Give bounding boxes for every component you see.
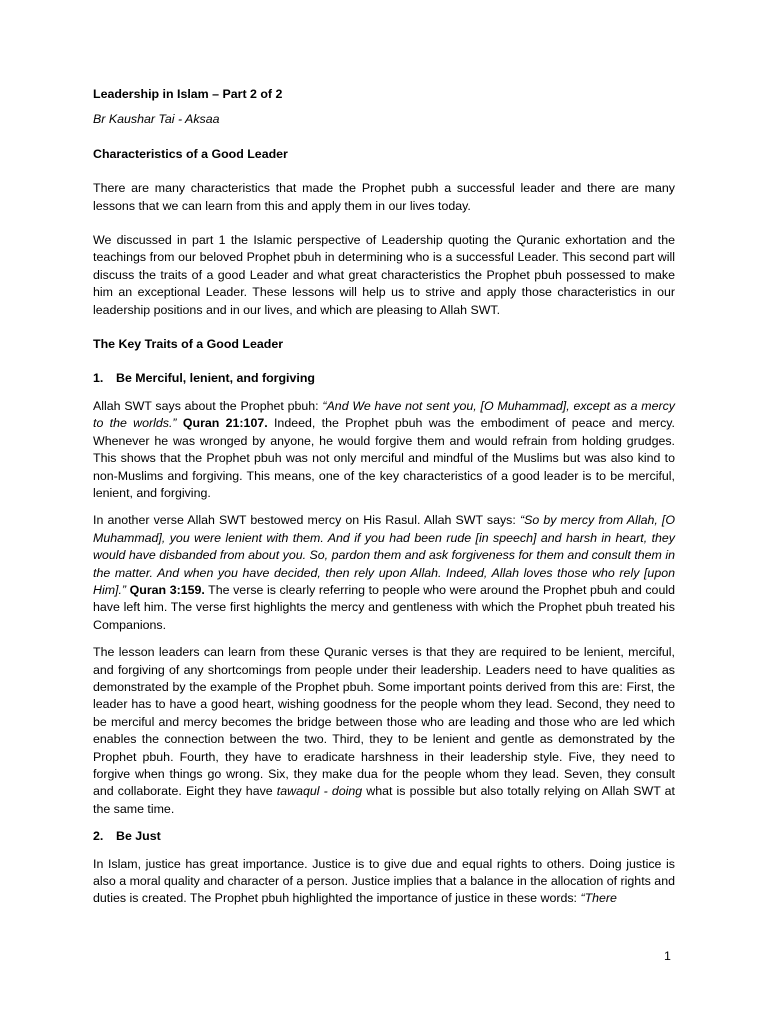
trait-1-p2-lead: In another verse Allah SWT bestowed mercy on His Rasul. Allah SWT says: bbox=[93, 513, 520, 528]
trait-2-title: Be Just bbox=[116, 829, 161, 844]
trait-1-p2-reference: Quran 3:159. bbox=[129, 582, 205, 597]
trait-1-heading bbox=[93, 370, 675, 387]
paragraph-intro: There are many characteristics that made the Prophet pubh a successful leader and there are many lessons that we can learn from this and apply them in our lives today. bbox=[93, 181, 675, 213]
trait-1-title: Be Merciful, lenient, and forgiving bbox=[116, 371, 315, 386]
trait-1-p2-rest: The verse is clearly referring to people who were around the Prophet pbuh and could have left him. The verse first highlights the mercy and gentleness with which the Prophet pbuh treated his Companions. bbox=[93, 582, 675, 632]
heading-characteristics: Characteristics of a Good Leader bbox=[93, 146, 288, 161]
trait-2-number: 2. bbox=[93, 829, 104, 844]
trait-1-p2-quote: “So by mercy from Allah, [O Muhammad], you were lenient with them. And if you had been rude [in speech] and harsh in heart, they would have disbanded from about you. So, pardon them and ask forgiveness for them and consult them in the matter. And when you have decided, then rely upon Allah. Indeed, Allah loves those who rely [upon Him].” bbox=[93, 513, 675, 597]
trait-1-p1-reference: Quran 21:107. bbox=[182, 416, 268, 431]
trait-2-paragraph-1 bbox=[93, 856, 675, 908]
trait-2-heading bbox=[93, 828, 675, 845]
document-author: Br Kaushar Tai - Aksaa bbox=[93, 112, 220, 127]
trait-1-p1-lead: Allah SWT says about the Prophet pbuh: bbox=[93, 398, 323, 413]
trait-1-number: 1. bbox=[93, 371, 104, 386]
trait-2-p1-quote: “There bbox=[580, 891, 617, 906]
trait-2-p1-lead: In Islam, justice has great importance. Justice is to give due and equal rights to others. Doing justice is also a moral quality and character of a person. Justice implies that a balance in the allocation of rights and duties is created. The Prophet pbuh highlighted the importance of justice in these words: bbox=[93, 856, 675, 906]
trait-1-paragraph-3 bbox=[93, 644, 675, 818]
trait-1-p3-lead: The lesson leaders can learn from these Quranic verses is that they are required to be lenient, merciful, and forgiving of any shortcomings from people under their leadership. Leaders need to have qualities as demonstrated by the example of the Prophet pbuh. Some important points derived from this are: First, the leader has to have a good heart, wishing goodness for the people whom they lead. Second, they need to be merciful and mercy becomes the bridge between those who are leading and those who are led which enables the connection between the two. Third, they to be lenient and gentle as demonstrated by the Prophet pbuh. Fourth, they have to eradicate harshness in their leadership style. Five, they need to forgive when things go wrong. Six, they make dua for the people whom they lead. Seven, they consult and collaborate. Eight they have bbox=[93, 645, 675, 799]
page-number: 1 bbox=[664, 949, 671, 963]
paragraph-part1: We discussed in part 1 the Islamic perspective of Leadership quoting the Quranic exhortation and the teachings from our beloved Prophet pbuh in determining who is a successful Leader. This second part will discuss the traits of a good Leader and what great characteristics the Prophet pbuh possessed to make him an exceptional Leader. These lessons will help us to strive and apply those characteristics in our leadership positions and in our lives, and which are pleasing to Allah SWT. bbox=[93, 233, 675, 317]
heading-key-traits: The Key Traits of a Good Leader bbox=[93, 337, 284, 352]
document-title: Leadership in Islam – Part 2 of 2 bbox=[93, 87, 283, 101]
trait-1-p1-rest: Indeed, the Prophet pbuh was the embodiment of peace and mercy. Whenever he was wronged by anyone, he would forgive them and would refrain from holding grudges. This shows that the Prophet pbuh was not only merciful and mindful of the Muslims but was also kind to non-Muslims and forgiving. This means, one of the key characteristics of a good leader is to be merciful, lenient, and forgiving. bbox=[93, 416, 675, 500]
trait-1-p3-rest: what is possible but also totally relying on Allah SWT at the same time. bbox=[93, 784, 675, 816]
trait-1-paragraph-2 bbox=[93, 512, 675, 634]
trait-1-paragraph-1 bbox=[93, 398, 675, 502]
trait-1-p3-italic: tawaqul - doing bbox=[276, 784, 363, 799]
document-body bbox=[93, 86, 675, 908]
trait-1-p1-quote: “And We have not sent you, [O Muhammad], except as a mercy to the worlds.” bbox=[93, 398, 675, 431]
